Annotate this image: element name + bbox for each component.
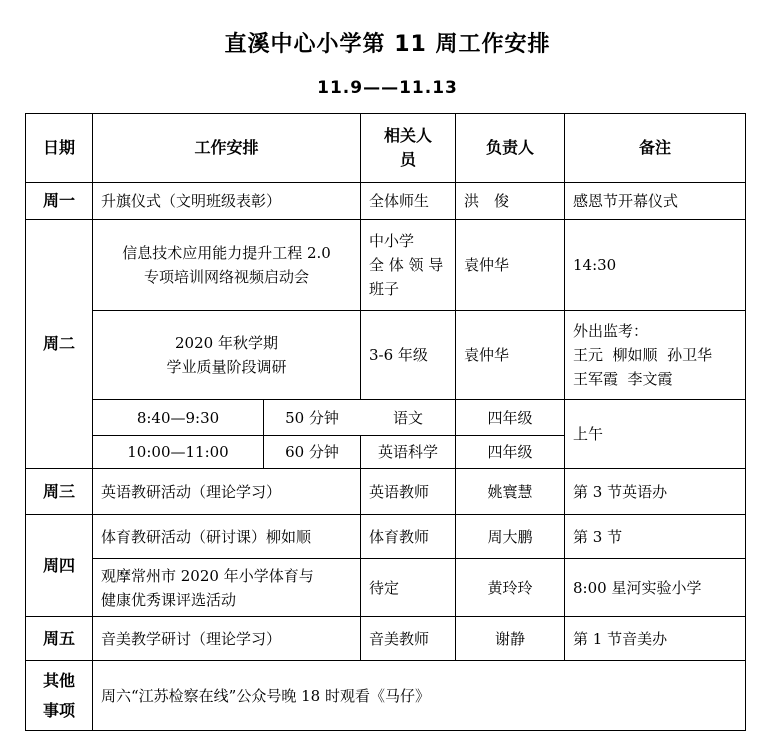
day-monday: 周一 xyxy=(42,191,75,210)
header-remarks: 备注 xyxy=(638,138,671,157)
thursday-related-1: 体育教师 xyxy=(369,527,430,546)
tuesday-work-2-line-2: 学业质量阶段调研 xyxy=(166,358,287,376)
header-owner: 负责人 xyxy=(485,138,534,157)
thursday-owner-2: 黄玲玲 xyxy=(487,578,533,597)
other-label-line-1: 其他 xyxy=(42,670,75,690)
day-friday: 周五 xyxy=(42,628,75,648)
friday-owner: 谢静 xyxy=(494,629,525,648)
other-label-line-2: 事项 xyxy=(42,700,75,720)
monday-remarks: 感恩节开幕仪式 xyxy=(573,192,679,210)
exam-time-2: 10:00—11:00 xyxy=(127,443,229,461)
exam-remarks: 上午 xyxy=(573,425,604,443)
tuesday-remarks-1: 14:30 xyxy=(573,256,617,274)
tuesday-related-2: 3-6 年级 xyxy=(369,346,428,364)
tuesday-owner-1: 袁仲华 xyxy=(464,256,510,274)
tuesday-remarks-2-line-2: 王元 柳如顺 孙卫华 xyxy=(573,346,713,364)
tuesday-work-1-line-2: 专项培训网络视频启动会 xyxy=(143,268,309,286)
date-range: 11.9——11.13 xyxy=(317,78,458,98)
exam-grade-2: 四年级 xyxy=(487,443,533,461)
tuesday-remarks-2 xyxy=(565,311,745,399)
tuesday-remarks-2-line-1: 外出监考： xyxy=(573,322,649,340)
header-work: 工作安排 xyxy=(194,138,259,157)
day-thursday: 周四 xyxy=(42,555,75,575)
monday-work: 升旗仪式（文明班级表彰） xyxy=(101,192,282,210)
thursday-work-1: 体育教研活动（研讨课）柳如顺 xyxy=(101,527,312,546)
thursday-work-2 xyxy=(93,559,360,616)
header-related: 相关人员 xyxy=(383,126,432,169)
thursday-work-2-line-1: 观摩常州市 2020 年小学体育与 xyxy=(101,566,314,585)
wednesday-owner: 姚寰慧 xyxy=(487,482,533,501)
tuesday-work-1-line-1: 信息技术应用能力提升工程 2.0 xyxy=(122,244,331,262)
tuesday-owner-2: 袁仲华 xyxy=(464,346,510,364)
tuesday-work-1 xyxy=(93,220,360,310)
thursday-remarks-2: 8:00 星河实验小学 xyxy=(573,578,702,597)
exam-subject-2: 英语科学 xyxy=(377,443,438,461)
friday-remarks: 第 1 节音美办 xyxy=(573,629,668,648)
exam-grade-1: 四年级 xyxy=(487,408,533,427)
tuesday-related-1-line-2: 全 体 领 导 xyxy=(369,256,444,274)
header-date: 日期 xyxy=(42,138,75,157)
thursday-work-2-line-2: 健康优秀课评选活动 xyxy=(101,590,237,609)
friday-related: 音美教师 xyxy=(369,629,430,648)
thursday-related-2: 待定 xyxy=(369,578,400,597)
monday-owner: 洪 俊 xyxy=(464,192,510,210)
tuesday-related-1-line-1: 中小学 xyxy=(369,232,415,250)
exam-time-1: 8:40—9:30 xyxy=(136,408,220,427)
wednesday-related: 英语教师 xyxy=(369,482,430,501)
wednesday-remarks: 第 3 节英语办 xyxy=(573,482,668,501)
tuesday-work-2 xyxy=(93,311,360,399)
other-text: 周六“江苏检察在线”公众号晚 18 时观看《马仔》 xyxy=(101,686,430,705)
friday-work: 音美教学研讨（理论学习） xyxy=(101,629,282,648)
thursday-remarks-1: 第 3 节 xyxy=(573,527,623,546)
tuesday-work-2-line-1: 2020 年秋学期 xyxy=(175,334,278,352)
exam-duration-1: 50 分钟 xyxy=(285,408,339,427)
tuesday-remarks-2-line-3: 王军霞 李文霞 xyxy=(573,370,673,388)
exam-duration-2: 60 分钟 xyxy=(285,443,339,461)
thursday-owner-1: 周大鹏 xyxy=(487,527,533,546)
day-tuesday: 周二 xyxy=(42,334,75,353)
day-wednesday: 周三 xyxy=(42,481,75,501)
wednesday-work: 英语教研活动（理论学习） xyxy=(101,482,282,501)
page-title: 直溪中心小学第 11 周工作安排 xyxy=(224,32,551,57)
monday-related: 全体师生 xyxy=(369,192,430,210)
exam-subject-1: 语文 xyxy=(392,408,423,427)
tuesday-related-1-line-3: 班子 xyxy=(369,280,400,298)
tuesday-related-1 xyxy=(361,220,455,310)
other-label xyxy=(26,661,92,730)
